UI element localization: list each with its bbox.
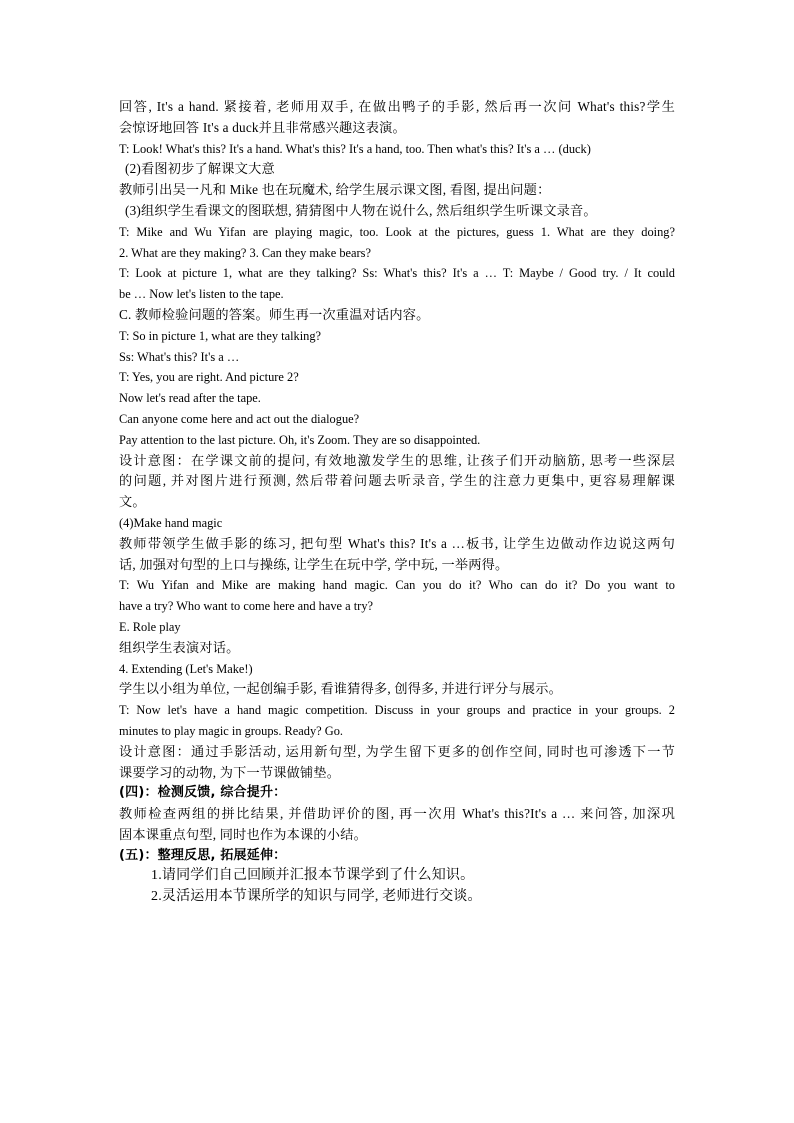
design-intent-line: 文。 (119, 494, 146, 510)
section-heading: (2)看图初步了解课文大意 (125, 161, 275, 177)
text-line: 教师引出吴一凡和 Mike 也在玩魔术, 给学生展示课文图, 看图, 提出问题： (119, 182, 551, 198)
text-line: 会惊讶地回答 It's a duck并且非常感兴趣这表演。 (119, 119, 406, 135)
text-line: 2. What are they making? 3. Can they make bears? (119, 245, 371, 260)
text-line: T: So in picture 1, what are they talking? (119, 328, 322, 343)
section-heading: 4. Extending (Let's Make!) (119, 661, 253, 676)
text-line: 学生以小组为单位, 一起创编手影, 看谁猜得多, 创得多, 并进行评分与展示。 (119, 681, 562, 697)
section-heading: (四)：检测反馈, 综合提升： (119, 785, 287, 801)
design-intent-line: 课要学习的动物, 为下一节课做铺垫。 (119, 764, 341, 780)
text-line: minutes to play magic in groups. Ready? Go. (119, 723, 344, 738)
list-item: 2.灵活运用本节课所学的知识与同学, 老师进行交谈。 (151, 889, 482, 905)
text-line: have a try? Who want to come here and have a try? (119, 599, 374, 614)
section-heading: C. 教师检验问题的答案。师生再一次重温对话内容。 (119, 306, 430, 322)
text-line: 组织学生表演对话。 (119, 639, 240, 655)
text-line: 话, 加强对句型的上口与操练, 让学生在玩中学, 学中玩, 一举两得。 (119, 556, 509, 572)
text-line: 回答, It's a hand. 紧接着, 老师用双手, 在做出鸭子的手影, 然后再一次问 What's this?学生 (119, 99, 675, 114)
section-heading: (3)组织学生看课文的图联想, 猜猜图中人物在说什么, 然后组织学生听课文录音。 (125, 202, 597, 218)
text-line: T: Look! What's this? It's a hand. What's this? It's a hand, too. Then what's this? It's a … (duck) (119, 141, 591, 156)
section-heading: (五)：整理反思, 拓展延伸： (119, 847, 287, 863)
text-line: T: Now let's have a hand magic competition. Discuss in your groups and practice in your groups. 2 (119, 703, 675, 718)
text-line: be … Now let's listen to the tape. (119, 287, 284, 302)
design-intent-line: 设计意图：通过手影活动, 运用新句型, 为学生留下更多的创作空间, 同时也可渗透下一节 (119, 743, 675, 759)
text-line: Can anyone come here and act out the dialogue? (119, 411, 360, 426)
text-line: Ss: What's this? It's a … (119, 349, 240, 364)
text-line: T: Look at picture 1, what are they talking? Ss: What's this? It's a … T: Maybe / Good try. / It could (119, 266, 675, 281)
text-line: T: Mike and Wu Yifan are playing magic, too. Look at the pictures, guess 1. What are they doing? (119, 224, 675, 239)
text-line: T: Wu Yifan and Mike are making hand magic. Can you do it? Who can do it? Do you want to (119, 578, 675, 593)
text-line: Pay attention to the last picture. Oh, it's Zoom. They are so disappointed. (119, 432, 481, 447)
document-page (119, 97, 675, 908)
section-heading: E. Role play (119, 619, 181, 634)
text-line: 教师检查两组的拼比结果, 并借助评价的图, 再一次用 What's this?It's a … 来问答, 加深巩 (119, 806, 675, 822)
list-item: 1.请同学们自己回顾并汇报本节课学到了什么知识。 (151, 868, 475, 884)
text-line: Now let's read after the tape. (119, 391, 261, 406)
design-intent-line: 的问题, 并对图片进行预测, 然后带着问题去听录音, 学生的注意力更集中, 更容易理解课 (119, 473, 675, 489)
section-heading: (4)Make hand magic (119, 515, 223, 530)
text-line: 教师带领学生做手影的练习, 把句型 What's this? It's a …板书, 让学生边做动作边说这两句 (119, 535, 675, 551)
text-line: 固本课重点句型, 同时也作为本课的小结。 (119, 826, 367, 842)
text-line: T: Yes, you are right. And picture 2? (119, 370, 299, 385)
design-intent-line: 设计意图：在学课文前的提问, 有效地激发学生的思维, 让孩子们开动脑筋, 思考一些深层 (119, 452, 675, 468)
